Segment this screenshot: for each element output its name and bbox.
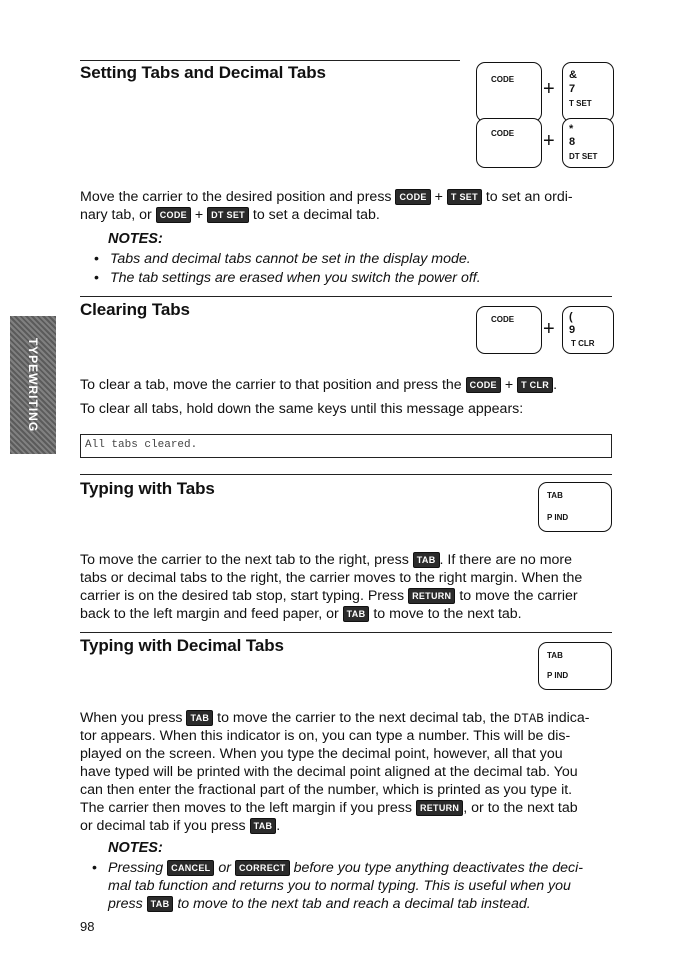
code-key-icon: CODE	[476, 62, 542, 122]
code-key-icon: CODE	[476, 306, 542, 354]
tab-key-icon: TAB P IND	[538, 642, 612, 690]
cancel-key: CANCEL	[167, 860, 214, 876]
tab-key-icon: TAB P IND	[538, 482, 612, 532]
section-side-tab	[10, 316, 56, 454]
display-message: All tabs cleared.	[85, 439, 198, 451]
dtset-key: DT SET	[207, 207, 249, 223]
clearing-line-1: To clear a tab, move the carrier to that position and press the CODE + T CLR .	[80, 377, 558, 393]
tab-key: TAB	[343, 606, 370, 622]
tab-key: TAB	[413, 552, 440, 568]
correct-key: CORRECT	[235, 860, 290, 876]
plus-sign: +	[543, 130, 555, 152]
decimal-line-3: played on the screen. When you type the decimal point, however, all that you	[80, 746, 563, 762]
tabs-body-line-2: nary tab, or CODE + DT SET to set a decimal tab.	[80, 207, 380, 223]
section-rule	[80, 632, 612, 633]
tab-key: TAB	[250, 818, 277, 834]
section-rule	[80, 474, 612, 475]
code-key: CODE	[395, 189, 430, 205]
decimal-line-6: The carrier then moves to the left margin if you press RETURN , or to the next tab	[80, 800, 578, 816]
tset-key: T SET	[447, 189, 482, 205]
typing-line-4: back to the left margin and feed paper, or TAB to move to the next tab.	[80, 606, 522, 622]
note-line: press TAB to move to the next tab and reach a decimal tab instead.	[108, 896, 531, 912]
code-key-icon: CODE	[476, 118, 542, 168]
decimal-line-1: When you press TAB to move the carrier to the next decimal tab, the DTAB indica-	[80, 710, 590, 726]
heading-setting-tabs: Setting Tabs and Decimal Tabs	[80, 63, 326, 82]
heading-clearing-tabs: Clearing Tabs	[80, 300, 190, 319]
note-line: mal tab function and returns you to normal typing. This is useful when you	[108, 878, 571, 894]
heading-typing-with-tabs: Typing with Tabs	[80, 479, 215, 498]
notes-label: NOTES:	[108, 231, 163, 247]
clearing-line-2: To clear all tabs, hold down the same keys until this message appears:	[80, 401, 524, 417]
decimal-line-2: tor appears. When this indicator is on, you can type a number. This will be dis-	[80, 728, 571, 744]
typing-line-2: tabs or decimal tabs to the right, the carrier moves to the right margin. When the	[80, 570, 583, 586]
note-item: • Pressing CANCEL or CORRECT before you type anything deactivates the deci-	[92, 860, 584, 876]
tab-key: TAB	[186, 710, 213, 726]
dtab-indicator: DTAB	[513, 712, 544, 726]
code-key: CODE	[466, 377, 501, 393]
section-rule	[80, 60, 460, 61]
tclr-key-icon: ( 9 T CLR	[562, 306, 614, 354]
side-tab-label: TYPEWRITING	[26, 337, 40, 433]
code-key: CODE	[156, 207, 191, 223]
decimal-line-7: or decimal tab if you press TAB .	[80, 818, 281, 834]
tclr-key: T CLR	[517, 377, 553, 393]
plus-sign: +	[543, 318, 555, 340]
note-item: • The tab settings are erased when you switch the power off.	[94, 270, 481, 286]
heading-typing-decimal-tabs: Typing with Decimal Tabs	[80, 636, 284, 655]
dtset-key-icon: * 8 DT SET	[562, 118, 614, 168]
decimal-line-4: have typed will be printed with the decimal point aligned at the decimal tab. You	[80, 764, 578, 780]
decimal-line-5: can then enter the fractional part of the number, which is printed as you type it.	[80, 782, 573, 798]
typing-line-3: carrier is on the desired tab stop, start typing. Press RETURN to move the carrier	[80, 588, 578, 604]
page-number: 98	[80, 919, 95, 934]
tset-key-icon: & 7 T SET	[562, 62, 614, 122]
section-rule	[80, 296, 612, 297]
plus-sign: +	[543, 78, 555, 100]
display-message-box	[80, 434, 612, 458]
typing-line-1: To move the carrier to the next tab to the right, press TAB . If there are no more	[80, 552, 573, 568]
notes-label: NOTES:	[108, 840, 163, 856]
note-item: • Tabs and decimal tabs cannot be set in the display mode.	[94, 251, 471, 267]
tab-key: TAB	[147, 896, 174, 912]
return-key: RETURN	[416, 800, 463, 816]
tabs-body-line-1: Move the carrier to the desired position and press CODE + T SET to set an ordi-	[80, 189, 573, 205]
return-key: RETURN	[408, 588, 455, 604]
